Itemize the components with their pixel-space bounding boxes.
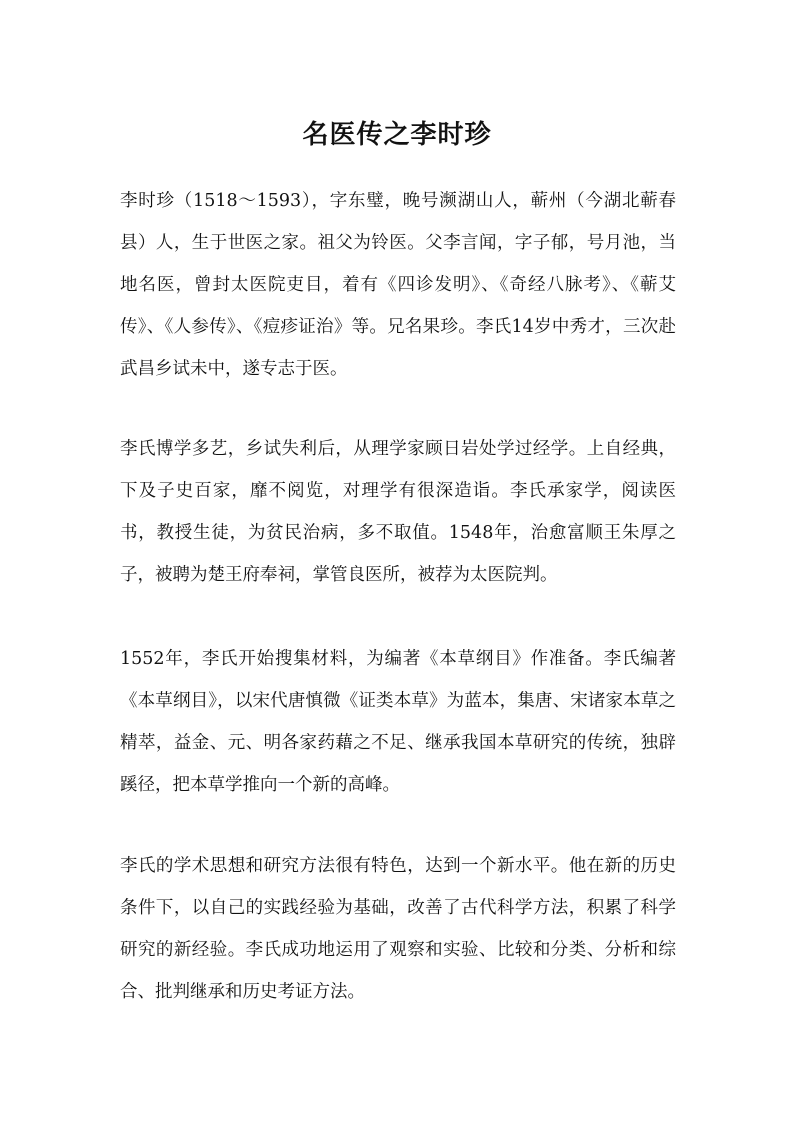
paragraph-2: 李氏博学多艺，乡试失利后，从理学家顾日岩处学过经学。上自经典，下及子史百家，靡不阅览，对理学有很深造诣。李氏承家学，阅读医书，教授生徒，为贫民治病，多不取值。1548年，治愈富顺王朱厚之子，被聘为楚王府奉祠，掌管良医所，被荐为太医院判。 bbox=[120, 439, 676, 585]
paragraph-3: 1552年，李氏开始搜集材料，为编著《本草纲目》作准备。李氏编著《本草纲目》，以宋代唐慎微《证类本草》为蓝本，集唐、宋诸家本草之精萃，益金、元、明各家药藉之不足、继承我国本草研究的传统，独辟蹊径，把本草学推向一个新的高峰。 bbox=[120, 649, 676, 795]
document-title: 名医传之李时珍 bbox=[302, 120, 492, 151]
paragraph-1: 李时珍（1518～1593），字东璧，晚号濒湖山人，蕲州（今湖北蕲春县）人，生于世医之家。祖父为铃医。父李言闻，字子郁，号月池，当地名医，曾封太医院吏目，着有《四诊发明》、《奇经八脉考》、《蕲艾传》、《人参传》、《痘疹证治》等。兄名果珍。李氏14岁中秀才，三次赴武昌乡试未中，遂专志于医。 bbox=[120, 191, 676, 379]
paragraph-4: 李氏的学术思想和研究方法很有特色，达到一个新水平。他在新的历史条件下，以自己的实践经验为基础，改善了古代科学方法，积累了科学研究的新经验。李氏成功地运用了观察和实验、比较和分类、分析和综合、批判继承和历史考证方法。 bbox=[120, 856, 676, 1002]
